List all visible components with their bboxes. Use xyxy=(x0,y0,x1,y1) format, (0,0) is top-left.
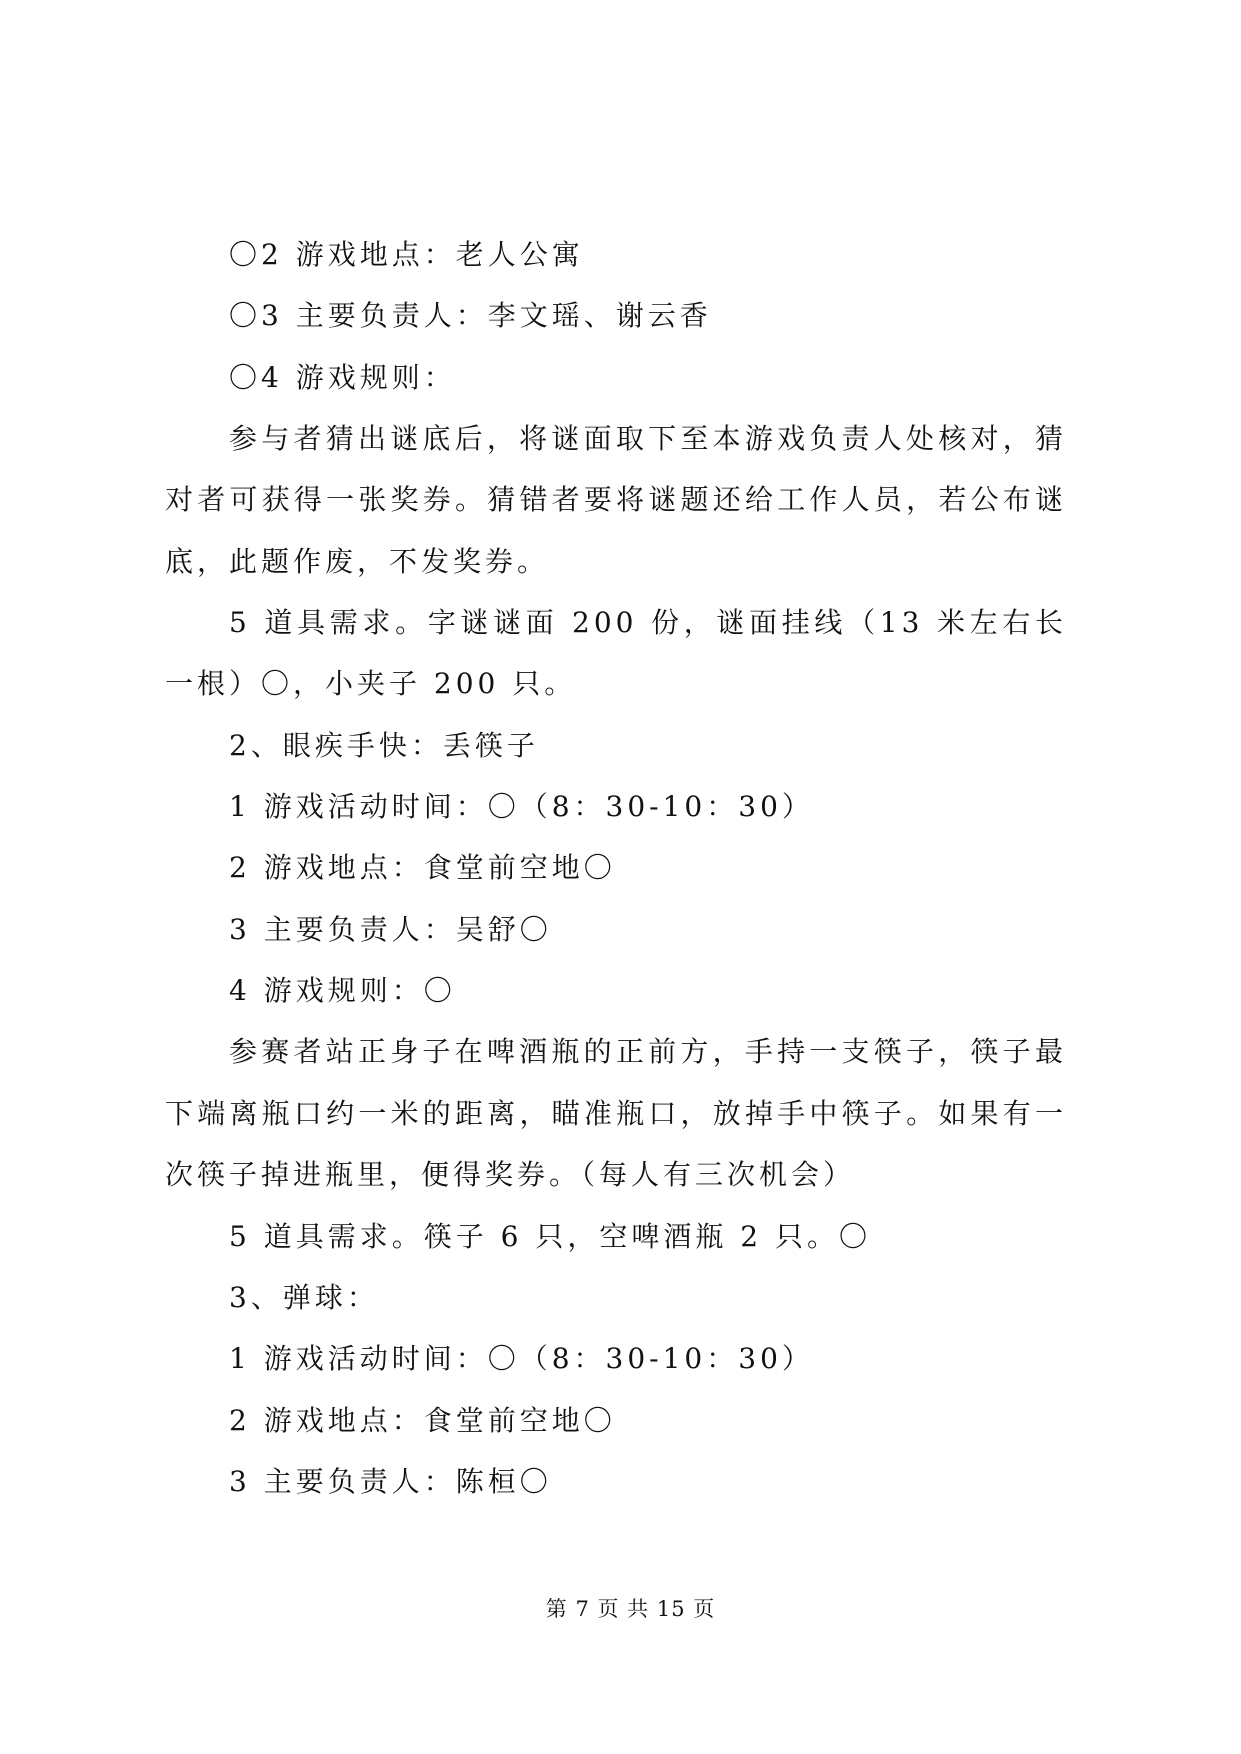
text-line-person-in-charge: 3 主要负责人：陈桓〇 xyxy=(229,1464,552,1498)
text-line-rules-paragraph: 次筷子掉进瓶里，便得奖券。（每人有三次机会） xyxy=(165,1158,856,1192)
text-line-props-requirement: 5 道具需求。字谜谜面 200 份，谜面挂线（13 米左右长 xyxy=(229,606,1067,640)
text-line-activity-time: 1 游戏活动时间：〇（8：30-10：30） xyxy=(229,1342,814,1376)
text-line-game-location: 2 游戏地点：食堂前空地〇 xyxy=(229,1403,616,1437)
text-line-props-requirement: 5 道具需求。筷子 6 只，空啤酒瓶 2 只。〇 xyxy=(229,1219,871,1253)
text-line-game-location: 2 游戏地点：食堂前空地〇 xyxy=(229,851,616,885)
text-line-game-rules-heading: 〇4 游戏规则： xyxy=(229,360,456,394)
text-line-game-rules-heading: 4 游戏规则：〇 xyxy=(229,974,456,1008)
text-line-game-location: 〇2 游戏地点：老人公寓 xyxy=(229,238,584,271)
text-line-rules-paragraph: 参赛者站正身子在啤酒瓶的正前方，手持一支筷子，筷子最 xyxy=(229,1035,1067,1069)
document-body xyxy=(165,224,1067,1512)
text-line-rules-paragraph: 下端离瓶口约一米的距离，瞄准瓶口，放掉手中筷子。如果有一 xyxy=(165,1096,1067,1130)
text-line-rules-paragraph: 底，此题作废，不发奖券。 xyxy=(165,544,550,578)
text-line-props-requirement: 一根）〇，小夹子 200 只。 xyxy=(165,667,577,701)
text-line-rules-paragraph: 对者可获得一张奖券。猜错者要将谜题还给工作人员，若公布谜 xyxy=(165,483,1067,517)
text-line-person-in-charge: 3 主要负责人：吴舒〇 xyxy=(229,912,552,946)
page-number-footer: 第 7 页 共 15 页 xyxy=(545,1597,716,1621)
text-line-section-heading: 3、弹球： xyxy=(229,1280,379,1314)
text-line-section-heading: 2、眼疾手快：丢筷子 xyxy=(229,728,539,762)
text-line-person-in-charge: 〇3 主要负责人：李文瑶、谢云香 xyxy=(229,299,712,333)
text-line-rules-paragraph: 参与者猜出谜底后，将谜面取下至本游戏负责人处核对，猜 xyxy=(229,422,1067,456)
text-line-activity-time: 1 游戏活动时间：〇（8：30-10：30） xyxy=(229,790,814,824)
